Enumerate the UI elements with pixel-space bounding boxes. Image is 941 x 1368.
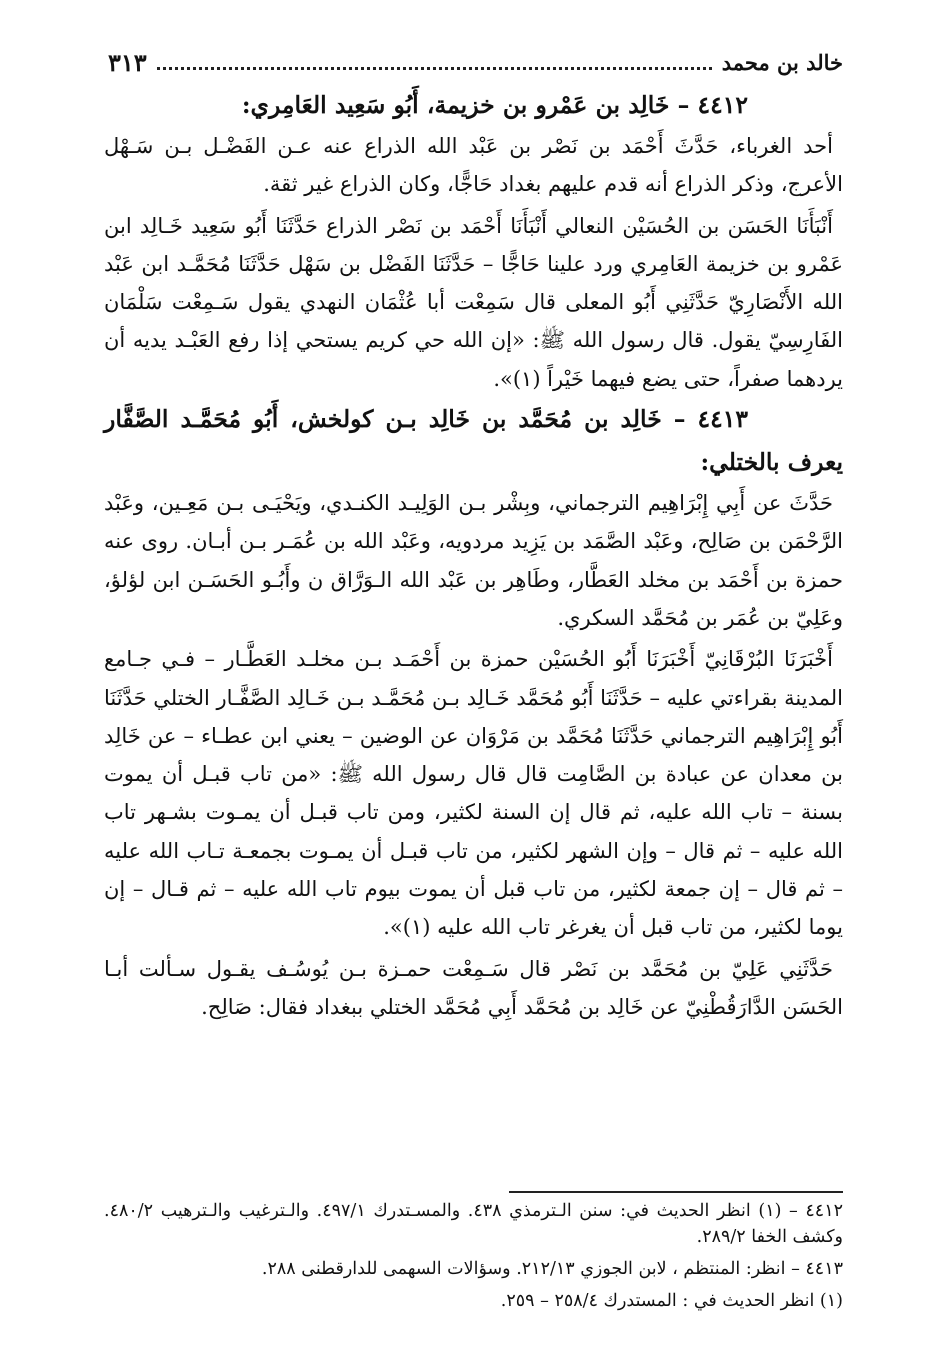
running-head — [108, 44, 843, 80]
entry-heading-4413: ٤٤١٣ – خَالِد بن مُحَمَّد بن خَالِد بـن كولخش، أَبُو مُحَمَّـد الصَّفَّار يعرف بالختلي: — [104, 405, 843, 477]
page-number: ٣١٣ — [108, 47, 147, 77]
entry-4412-paragraph-1: أحد الغرباء، حَدَّثَ أَحْمَد بن نَصْر بن عَبْد الله الذراع عنه عـن الفَضْـل بـن سَـهْل الأعرج، وذكر الذراع أنه قدم عليهم بغداد حَاجًّا، وكان الذراع غير ثقة. — [104, 134, 843, 197]
running-head-title: خالد بن محمد — [721, 49, 843, 75]
entry-4413-paragraph-3: حَدَّثَنِي عَلِيّ بن مُحَمَّد بن نَصْر قال سَـمِعْت حمـزة بـن يُوسُـف يقـول سـألت أبـا الحَسَن الدَّارَقُطْنِيّ عن خَالِد بن مُحَمَّد أَبِي مُحَمَّد الختلي ببغداد فقال: صَالِح. — [104, 956, 843, 1019]
footnote-4412: ٤٤١٢ – (١) انظر الحديث في: سنن الـترمذي ٤٣٨. والمسـتدرك ٤٩٧/١. والـترغيب والـترهيب ٤٨٠/٢. وكشف الخفا ٢٨٩/٢. — [104, 1201, 844, 1247]
entry-4412-paragraph-2: أَنْبَأَنَا الحَسَن بن الحُسَيْن النعالي أَنْبَأَنَا أَحْمَد بن نَصْر الذراع حَدَّثَنَا أَبُو سَعِيد خَـالِد ابن عَمْرو بن خزيمة العَامِري ورد علينا حَاجًّا – حَدَّثَنَا الفَضْل بن سَهْل حَدَّثَنَا مُحَمَّـد ابن عَبْد الله الأَنْصَارِيّ حَدَّثَنِي أَبُو المعلى قال سَمِعْت أبا عُثْمَان النهدي يقول سَـمِعْت سَلْمَان الفَارِسِيّ يقول. قال رسول الله ﷺ: «إن الله حي كريم يستحي إذا رفع العَبْـد يديه أن يردهما صفراً، حتى يضع فيهما خَيْراً (١)». — [104, 213, 843, 391]
entry-4413-paragraph-1: حَدَّثَ عن أَبِي إِبْرَاهِيم الترجماني، وبِشْر بـن الوَلِيـد الكنـدي، ويَحْيَـى بـن مَعِـين، وعَبْد الرَّحْمَن بن صَالِح، وعَبْد الصَّمَد بن يَزِيد مردويه، وعَبْد الله بن عُمَـر بـن أبـان. روى عنه حمزة بن أَحْمَد بن مخلد العَطَّار، وطَاهِر بن عَبْد الله الـوَرَّاق ن وأَبُـو الحَسَـن ابن لؤلؤ، وعَلِيّ بن عُمَر بن مُحَمَّد السكري. — [104, 491, 843, 630]
footnote-separator — [509, 1191, 843, 1193]
main-text — [104, 84, 843, 1026]
footnotes — [104, 1198, 843, 1320]
leader-dots — [157, 55, 712, 70]
entry-4413-paragraph-2: أَخْبَرَنَا البُرْقَانِيّ أَخْبَرَنَا أَبُو الحُسَيْن حمزة بن أَحْمَـد بـن مخلـد العَطَّـار – فـي جـامع المدينة بقراءتي عليه – حَدَّثَنَا أَبُو مُحَمَّد خَـالِد بـن مُحَمَّـد بـن خَـالِد الصَّفَّـار الختلي حَدَّثَنَا أَبُو إِبْرَاهِيم الترجماني حَدَّثَنَا مُحَمَّد بن مَرْوَان عن الوضين – يعني ابن عطـاء – عن خَالِد بن معدان عن عبادة بن الصَّامِت قال قال رسول الله ﷺ: «من تاب قبـل أن يموت بسنة – تاب الله عليه، ثم قال إن السنة لكثير، ومن تاب قبـل أن يمـوت بشـهر تاب الله عليه – ثم قال – وإن الشهر لكثير، من تاب قبـل أن يمـوت بجمعـة تـاب الله عليه – ثم قال – إن جمعة لكثير، من تاب قبل أن يموت بيوم تاب الله عليه – ثم قـال – إن يوما لكثير، من تاب قبل أن يغرغر تاب الله عليه (١)». — [104, 647, 843, 940]
footnote-4413-1: (١) انظر الحديث في : المستدرك ٢٥٨/٤ – ٢٥٩. — [500, 1291, 843, 1311]
footnote-4413: ٤٤١٣ – انظر: المنتظم ، لابن الجوزي ٢١٢/١٣. وسؤالات السهمى للدارقطنى ٢٨٨. — [261, 1259, 843, 1279]
entry-heading-4412: ٤٤١٢ – خَالِد بن عَمْرو بن خزيمة، أَبُو سَعِيد العَامِري: — [241, 91, 748, 119]
